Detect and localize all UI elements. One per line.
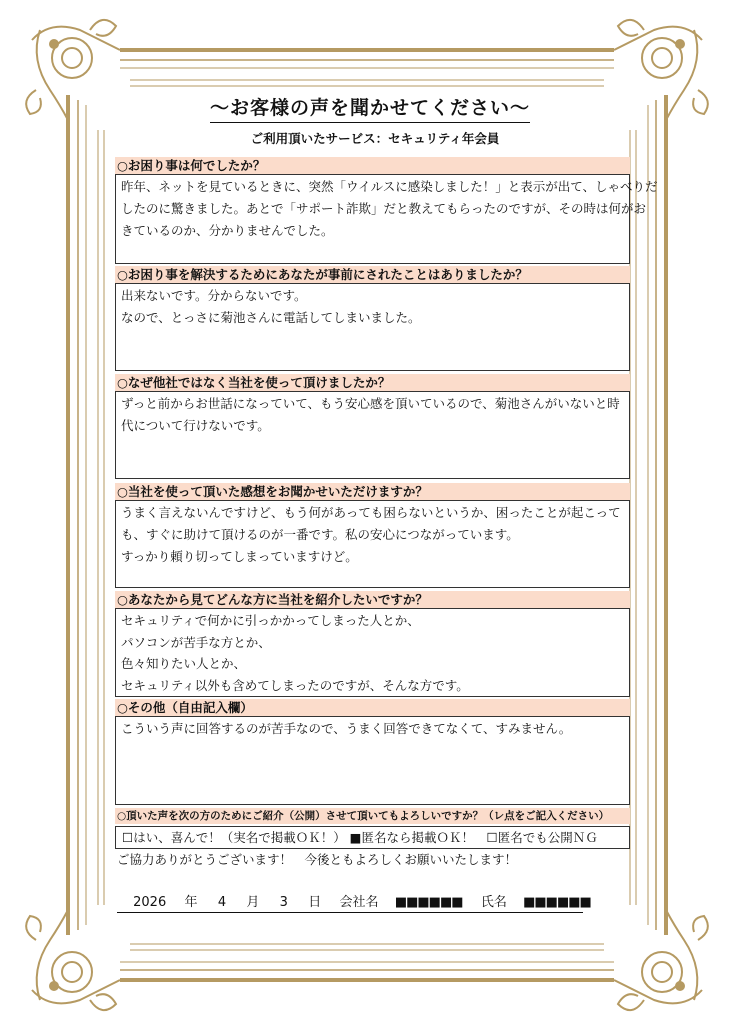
answer-box[interactable] bbox=[115, 500, 630, 588]
question-label: ○あなたから見てどんな方に当社を紹介したいですか？ bbox=[115, 591, 630, 608]
answer-line: こういう声に回答するのが苦手なので、うまく回答できてなくて、すみません。 bbox=[121, 721, 572, 736]
answer-line: うまく言えないんですけど、もう何があっても困らないというか、困ったことが起こって bbox=[121, 505, 621, 520]
answer-line: パソコンが苦手な方とか、 bbox=[121, 634, 271, 650]
consent-question: ○頂いた声を次の方のためにご紹介（公開）させて頂いてもよろしいですか？（レ点をご記入ください） bbox=[115, 808, 630, 824]
answer-line: 昨年、ネットを見ているときに、突然「ウイルスに感染しました！」と表示が出て、しゃべりだ bbox=[121, 179, 658, 194]
date-year[interactable]: 2026 bbox=[133, 895, 167, 910]
question-section bbox=[115, 266, 630, 371]
company-value[interactable]: ■■■■■■ bbox=[394, 895, 463, 910]
consent-options[interactable]: ☐はい、喜んで！（実名で掲載ＯＫ！） ■匿名なら掲載ＯＫ！ ☐匿名でも公開ＮＧ bbox=[115, 826, 630, 849]
question-label: ○お困り事は何でしたか？ bbox=[115, 157, 630, 174]
answer-line: なので、とっさに菊池さんに電話してしまいました。 bbox=[121, 310, 421, 325]
page-title: ～お客様の声を聞かせてください～ bbox=[210, 96, 530, 123]
answer-line: ずっと前からお世話になっていて、もう安心感を頂いているので、菊池さんがいないと時 bbox=[121, 396, 620, 411]
day-unit: 日 bbox=[308, 895, 322, 910]
name-label: 氏名 bbox=[480, 895, 507, 910]
month-unit: 月 bbox=[246, 895, 260, 910]
corner-ornament-top-right bbox=[614, 20, 708, 120]
answer-box[interactable] bbox=[115, 716, 630, 805]
answer-line: セキュリティ以外も含めてしまったのですが、そんな方です。 bbox=[121, 677, 469, 693]
question-label: ○当社を使って頂いた感想をお聞かせいただけますか？ bbox=[115, 483, 630, 500]
service-subtitle: ご利用頂いたサービス：セキュリティ年会員 bbox=[250, 131, 500, 146]
date-month[interactable]: 4 bbox=[217, 895, 227, 910]
answer-box[interactable] bbox=[115, 283, 630, 371]
question-section bbox=[115, 591, 630, 697]
date-day[interactable]: 3 bbox=[279, 895, 288, 910]
thanks-message: ご協力ありがとうございます！ 今後ともよろしくお願いいたします！ bbox=[117, 852, 518, 867]
answer-box[interactable] bbox=[115, 608, 630, 697]
company-label: 会社名 bbox=[339, 895, 379, 910]
question-label: ○お困り事を解決するためにあなたが事前にされたことはありましたか？ bbox=[115, 266, 630, 283]
question-section bbox=[115, 483, 630, 588]
name-value[interactable]: ■■■■■■ bbox=[523, 895, 591, 910]
answer-line: したのに驚きました。あとで「サポート詐欺」だと教えてもらったのですが、その時は何がお bbox=[121, 201, 647, 216]
answer-line: 代について行けないです。 bbox=[121, 418, 270, 433]
answer-line: すっかり頼り切ってしまっていますけど。 bbox=[121, 549, 358, 564]
question-section bbox=[115, 374, 630, 479]
signature-line bbox=[117, 894, 591, 913]
answer-line: セキュリティで何かに引っかかってしまった人とか、 bbox=[121, 613, 420, 628]
answer-line: 出来ないです。分からないです。 bbox=[121, 288, 307, 303]
answer-line: 色々知りたい人とか、 bbox=[121, 656, 247, 671]
answer-line: きているのか、分かりませんでした。 bbox=[121, 223, 334, 238]
question-section bbox=[115, 699, 630, 805]
answer-line: も、すぐに助けて頂けるのが一番です。私の安心につながっています。 bbox=[121, 527, 519, 542]
question-label: ○なぜ他社ではなく当社を使って頂けましたか？ bbox=[115, 374, 630, 391]
corner-ornament-bottom-left bbox=[26, 910, 120, 1010]
corner-ornament-bottom-right bbox=[614, 910, 708, 1010]
question-label: ○その他（自由記入欄） bbox=[115, 699, 630, 716]
answer-box[interactable] bbox=[115, 391, 630, 479]
answer-box[interactable] bbox=[115, 174, 658, 264]
question-section bbox=[115, 157, 658, 264]
corner-ornament-top-left bbox=[26, 20, 120, 120]
year-unit: 年 bbox=[184, 895, 198, 910]
